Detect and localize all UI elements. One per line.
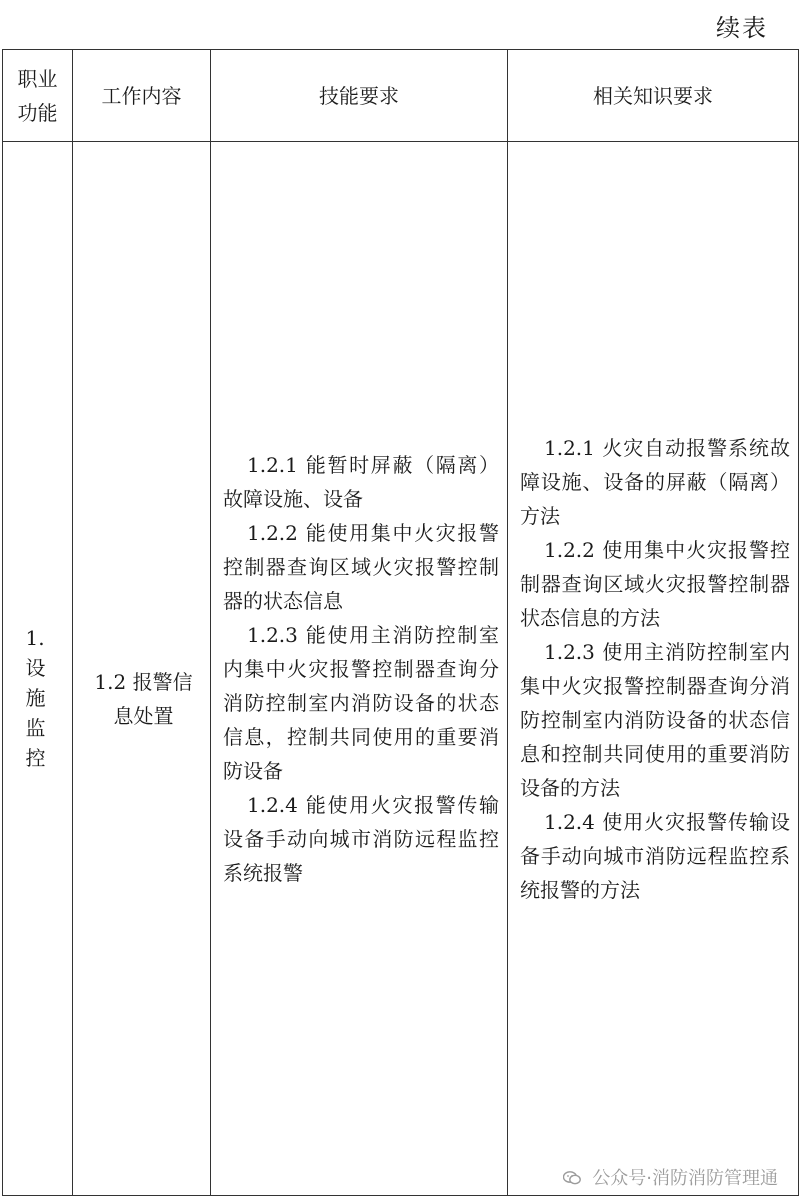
- knowledge-item: 1.2.1 火灾自动报警系统故障设施、设备的屏蔽（隔离）方法: [520, 435, 790, 528]
- table-header-row: [3, 50, 799, 142]
- header-knowledge: 相关知识要求: [508, 50, 799, 142]
- skill-item: 1.2.1 能暂时屏蔽（隔离）故障设施、设备: [223, 452, 499, 511]
- knowledge-item: 1.2.2 使用集中火灾报警控制器查询区域火灾报警控制器状态信息的方法: [520, 537, 790, 630]
- function-text: 1. 设施监控: [25, 625, 46, 770]
- watermark-text: 公众号·消防消防管理通: [592, 1168, 778, 1189]
- header-function: 职业功能: [3, 50, 73, 142]
- knowledge-item: 1.2.3 使用主消防控制室内集中火灾报警控制器查询分消防控制室内消防设备的状态信息和控制共同使用的重要消防设备的方法: [520, 639, 790, 800]
- wechat-icon: [563, 1171, 581, 1185]
- header-content: 工作内容: [73, 50, 211, 142]
- continued-label: 续表: [716, 14, 768, 42]
- knowledge-item: 1.2.4 使用火灾报警传输设备手动向城市消防远程监控系统报警的方法: [520, 809, 790, 902]
- content-cell: [73, 142, 211, 1196]
- table-row: [3, 142, 799, 1196]
- skill-item: 1.2.2 能使用集中火灾报警控制器查询区域火灾报警控制器的状态信息: [223, 520, 499, 613]
- function-cell: [3, 142, 73, 1196]
- standards-table: [2, 49, 799, 1196]
- skill-item: 1.2.3 能使用主消防控制室内集中火灾报警控制器查询分消防控制室内消防设备的状态信息，控制共同使用的重要消防设备: [223, 622, 499, 783]
- watermark: [563, 1164, 778, 1190]
- content-text: 1.2 报警信息处置: [94, 669, 193, 728]
- skill-item: 1.2.4 能使用火灾报警传输设备手动向城市消防远程监控系统报警: [223, 792, 499, 885]
- knowledge-cell: [508, 142, 799, 1196]
- skills-cell: [211, 142, 508, 1196]
- header-skills: 技能要求: [211, 50, 508, 142]
